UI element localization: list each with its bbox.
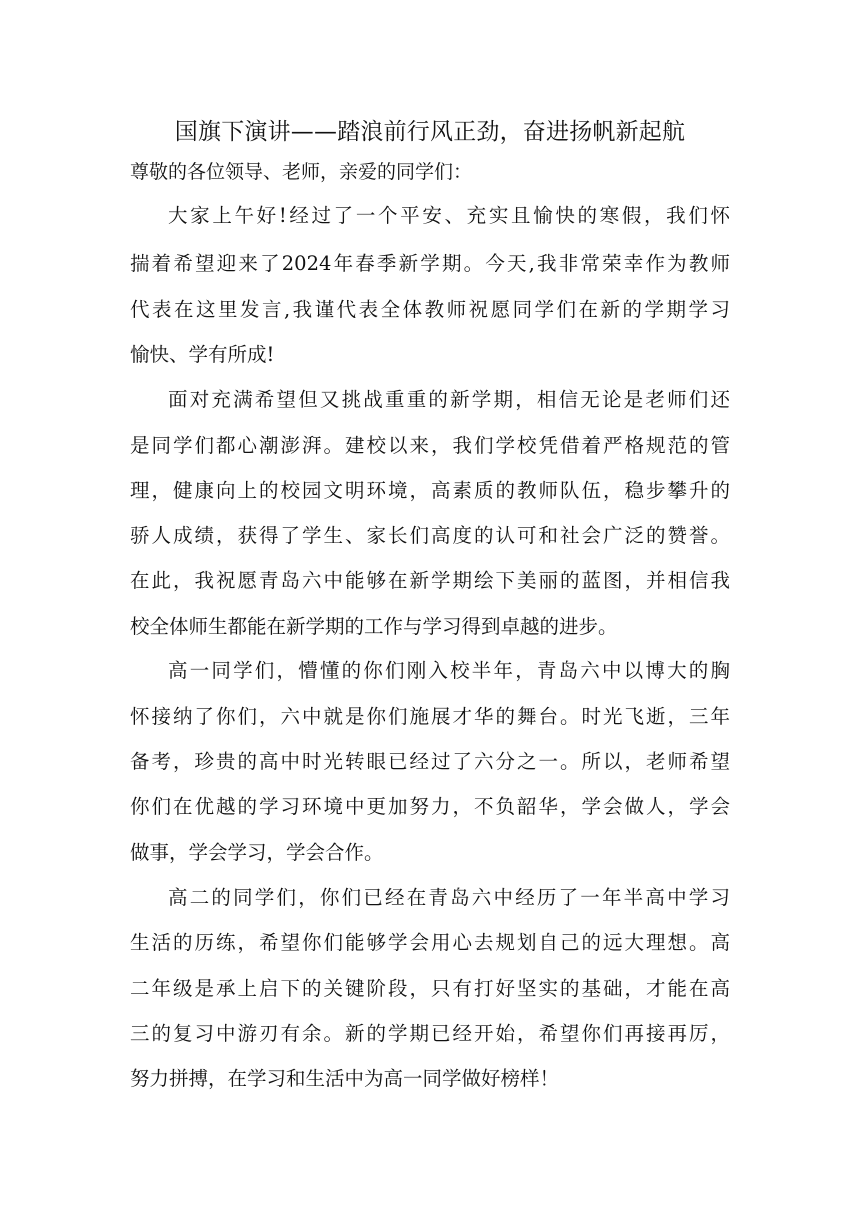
paragraph-2-line-1: 面对充满希望但又挑战重重的新学期，相信无论是老师们还 xyxy=(168,388,730,411)
greeting-line: 尊敬的各位领导、老师，亲爱的同学们： xyxy=(130,161,473,183)
paragraph-3-line-2: 怀接纳了你们，六中就是你们施展才华的舞台。时光飞逝，三年 xyxy=(130,705,730,728)
paragraph-2-line-2: 是同学们都心潮澎湃。建校以来，我们学校凭借着严格规范的管 xyxy=(130,434,730,457)
paragraph-3-line-3: 备考，珍贵的高中时光转眼已经过了六分之一。所以，老师希望 xyxy=(130,750,730,773)
paragraph-2-line-4: 骄人成绩，获得了学生、家长们高度的认可和社会广泛的赞誉。 xyxy=(130,524,730,547)
paragraph-3-line-4: 你们在优越的学习环境中更加努力，不负韶华，学会做人，学会 xyxy=(130,795,730,818)
paragraph-4-line-3: 二年级是承上启下的关键阶段，只有打好坚实的基础，才能在高 xyxy=(130,977,730,1000)
paragraph-2-line-3: 理，健康向上的校园文明环境，高素质的教师队伍，稳步攀升的 xyxy=(130,479,730,502)
paragraph-2-line-6: 校全体师生都能在新学期的工作与学习得到卓越的进步。 xyxy=(130,615,618,638)
paragraph-3-line-5: 做事，学会学习，学会合作。 xyxy=(130,841,384,864)
paragraph-4-line-4: 三的复习中游刃有余。新的学期已经开始，希望你们再接再厉， xyxy=(130,1022,730,1045)
paragraph-1-line-4: 愉快、学有所成! xyxy=(130,343,275,366)
paragraph-4-line-2: 生活的历练，希望你们能够学会用心去规划自己的远大理想。高 xyxy=(130,931,730,954)
paragraph-1-line-1: 大家上午好!经过了一个平安、充实且愉快的寒假，我们怀 xyxy=(168,204,730,227)
paragraph-4-line-1: 高二的同学们，你们已经在青岛六中经历了一年半高中学习 xyxy=(168,886,730,909)
paragraph-2-line-5: 在此，我祝愿青岛六中能够在新学期绘下美丽的蓝图，并相信我 xyxy=(130,569,730,592)
paragraph-3-line-1: 高一同学们，懵懂的你们刚入校半年，青岛六中以博大的胸 xyxy=(168,659,730,682)
paragraph-1-line-2: 揣着希望迎来了2024年春季新学期。今天,我非常荣幸作为教师 xyxy=(130,252,730,275)
paragraph-1-line-3: 代表在这里发言,我谨代表全体教师祝愿同学们在新的学期学习 xyxy=(130,298,730,321)
document-title: 国旗下演讲——踏浪前行风正劲，奋进扬帆新起航 xyxy=(174,119,686,145)
paragraph-4-line-5: 努力拼搏，在学习和生活中为高一同学做好榜样！ xyxy=(130,1067,560,1090)
